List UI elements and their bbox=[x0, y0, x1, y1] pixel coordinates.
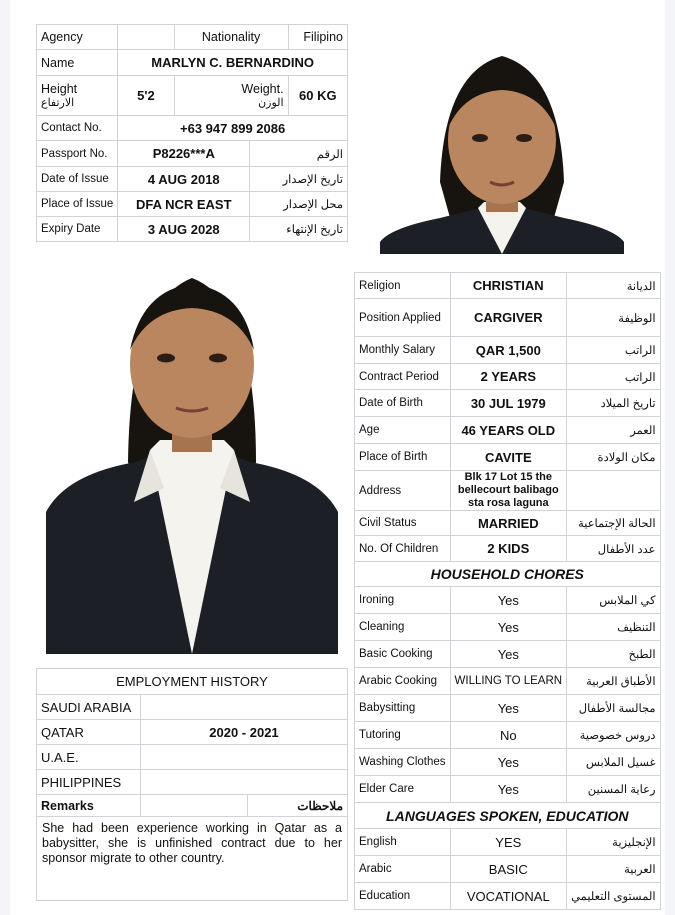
employment-years bbox=[140, 745, 347, 770]
detail-age-label: Age bbox=[355, 417, 451, 444]
chore-cleaning-row bbox=[355, 614, 661, 641]
weight-label-cell bbox=[174, 76, 288, 116]
detail-place-of-birth-row bbox=[355, 444, 661, 471]
language-education-row bbox=[355, 883, 661, 910]
detail-no-of-children-label: No. Of Children bbox=[355, 536, 451, 562]
detail-address-label: Address bbox=[355, 471, 451, 511]
chore-cleaning-value: Yes bbox=[450, 614, 567, 641]
issue-date-label: Date of Issue bbox=[37, 167, 118, 192]
expiry-label: Expiry Date bbox=[37, 217, 118, 242]
passport-label: Passport No. bbox=[37, 141, 118, 167]
chore-arabic-cooking-label-ar: الأطباق العربية bbox=[567, 668, 660, 695]
issue-place-label: Place of Issue bbox=[37, 192, 118, 217]
detail-no-of-children-row bbox=[355, 536, 661, 562]
employment-country: QATAR bbox=[37, 720, 141, 745]
detail-position-applied-label: Position Applied bbox=[355, 299, 451, 337]
employment-history-table bbox=[36, 668, 348, 901]
weight-value: 60 KG bbox=[288, 76, 347, 116]
chore-babysitting-label-ar: مجالسة الأطفال bbox=[567, 695, 660, 722]
detail-contract-period-row bbox=[355, 364, 661, 390]
employment-country: U.A.E. bbox=[37, 745, 141, 770]
employment-years bbox=[140, 770, 347, 795]
full-body-photo bbox=[46, 262, 338, 654]
chore-ironing-label: Ironing bbox=[355, 587, 451, 614]
chore-basic-cooking-label: Basic Cooking bbox=[355, 641, 451, 668]
detail-position-applied-label-ar: الوظيفة bbox=[567, 299, 660, 337]
chore-washing-clothes-value: Yes bbox=[450, 749, 567, 776]
chore-basic-cooking-row bbox=[355, 641, 661, 668]
height-label: Height bbox=[41, 81, 78, 96]
employment-rows bbox=[37, 695, 348, 795]
chore-cleaning-label: Cleaning bbox=[355, 614, 451, 641]
detail-no-of-children-value: 2 KIDS bbox=[450, 536, 567, 562]
chore-tutoring-value: No bbox=[450, 722, 567, 749]
detail-monthly-salary-value: QAR 1,500 bbox=[450, 337, 567, 364]
detail-monthly-salary-row bbox=[355, 337, 661, 364]
detail-no-of-children-label-ar: عدد الأطفال bbox=[567, 536, 660, 562]
issue-date-label-ar: تاريخ الإصدار bbox=[250, 167, 348, 192]
language-arabic-label-ar: العربية bbox=[567, 856, 660, 883]
chore-arabic-cooking-label: Arabic Cooking bbox=[355, 668, 451, 695]
detail-religion-row bbox=[355, 273, 661, 299]
issue-date-value: 4 AUG 2018 bbox=[118, 167, 250, 192]
expiry-value: 3 AUG 2028 bbox=[118, 217, 250, 242]
employment-years: 2020 - 2021 bbox=[140, 720, 347, 745]
employment-row bbox=[37, 720, 348, 745]
issue-place-value: DFA NCR EAST bbox=[118, 192, 250, 217]
nationality-label: Nationality bbox=[174, 25, 288, 50]
nationality-value: Filipino bbox=[288, 25, 347, 50]
languages-title: LANGUAGES SPOKEN, EDUCATION bbox=[355, 803, 661, 829]
passport-value: P8226***A bbox=[118, 141, 250, 167]
portrait-photo bbox=[380, 32, 624, 254]
employment-country: SAUDI ARABIA bbox=[37, 695, 141, 720]
chore-ironing-row bbox=[355, 587, 661, 614]
detail-religion-label-ar: الديانة bbox=[567, 273, 660, 299]
chore-cleaning-label-ar: التنظيف bbox=[567, 614, 660, 641]
chore-babysitting-value: Yes bbox=[450, 695, 567, 722]
remarks-spacer bbox=[140, 795, 247, 817]
detail-date-of-birth-value: 30 JUL 1979 bbox=[450, 390, 567, 417]
remarks-label-ar: ملاحظات bbox=[248, 795, 348, 817]
remarks-text: She had been experience working in Qatar as a babysitter, she is unfinished contract due to her sponsor migrate to other country. bbox=[37, 817, 348, 901]
weight-label: Weight. bbox=[241, 81, 284, 96]
chore-washing-clothes-row bbox=[355, 749, 661, 776]
detail-place-of-birth-label-ar: مكان الولادة bbox=[567, 444, 660, 471]
detail-civil-status-label-ar: الحالة الإجتماعية bbox=[567, 511, 660, 536]
detail-place-of-birth-label: Place of Birth bbox=[355, 444, 451, 471]
name-value: MARLYN C. BERNARDINO bbox=[118, 50, 348, 76]
language-arabic-label: Arabic bbox=[355, 856, 451, 883]
expiry-label-ar: تاريخ الإنتهاء bbox=[250, 217, 348, 242]
language-english-label: English bbox=[355, 829, 451, 856]
detail-address-row bbox=[355, 471, 661, 511]
details-body bbox=[355, 273, 661, 910]
details-table bbox=[354, 272, 661, 910]
detail-date-of-birth-row bbox=[355, 390, 661, 417]
chore-arabic-cooking-row bbox=[355, 668, 661, 695]
detail-contract-period-value: 2 YEARS bbox=[450, 364, 567, 390]
name-label: Name bbox=[37, 50, 118, 76]
employment-row bbox=[37, 695, 348, 720]
chore-washing-clothes-label-ar: غسيل الملابس bbox=[567, 749, 660, 776]
detail-age-value: 46 YEARS OLD bbox=[450, 417, 567, 444]
chore-babysitting-label: Babysitting bbox=[355, 695, 451, 722]
chore-tutoring-row bbox=[355, 722, 661, 749]
remarks-label: Remarks bbox=[37, 795, 141, 817]
detail-position-applied-value: CARGIVER bbox=[450, 299, 567, 337]
detail-age-label-ar: العمر bbox=[567, 417, 660, 444]
chore-elder-care-value: Yes bbox=[450, 776, 567, 803]
language-education-label-ar: المستوى التعليمي bbox=[567, 883, 660, 910]
detail-place-of-birth-value: CAVITE bbox=[450, 444, 567, 471]
language-english-value: YES bbox=[450, 829, 567, 856]
language-arabic-row bbox=[355, 856, 661, 883]
height-value: 5'2 bbox=[118, 76, 174, 116]
chore-babysitting-row bbox=[355, 695, 661, 722]
employment-title: EMPLOYMENT HISTORY bbox=[37, 669, 348, 695]
chores-title: HOUSEHOLD CHORES bbox=[355, 562, 661, 587]
agency-label: Agency bbox=[37, 25, 118, 50]
language-english-row bbox=[355, 829, 661, 856]
chore-tutoring-label-ar: دروس خصوصية bbox=[567, 722, 660, 749]
employment-row bbox=[37, 770, 348, 795]
chore-tutoring-label: Tutoring bbox=[355, 722, 451, 749]
detail-contract-period-label-ar: الراتب bbox=[567, 364, 660, 390]
detail-age-row bbox=[355, 417, 661, 444]
height-label-cell bbox=[37, 76, 118, 116]
chore-elder-care-row bbox=[355, 776, 661, 803]
passport-label-ar: الرقم bbox=[250, 141, 348, 167]
issue-place-label-ar: محل الإصدار bbox=[250, 192, 348, 217]
chore-basic-cooking-value: Yes bbox=[450, 641, 567, 668]
chore-arabic-cooking-value: WILLING TO LEARN bbox=[450, 668, 567, 695]
detail-civil-status-row bbox=[355, 511, 661, 536]
language-education-value: VOCATIONAL bbox=[450, 883, 567, 910]
detail-date-of-birth-label: Date of Birth bbox=[355, 390, 451, 417]
detail-civil-status-value: MARRIED bbox=[450, 511, 567, 536]
language-arabic-value: BASIC bbox=[450, 856, 567, 883]
detail-civil-status-label: Civil Status bbox=[355, 511, 451, 536]
personal-info-table bbox=[36, 24, 348, 242]
chore-basic-cooking-label-ar: الطبخ bbox=[567, 641, 660, 668]
detail-date-of-birth-label-ar: تاريخ الميلاد bbox=[567, 390, 660, 417]
detail-religion-value: CHRISTIAN bbox=[450, 273, 567, 299]
chore-elder-care-label-ar: رعاية المسنين bbox=[567, 776, 660, 803]
detail-address-label-ar bbox=[567, 471, 660, 511]
height-label-ar: الارتفاع bbox=[41, 96, 75, 109]
contact-label: Contact No. bbox=[37, 116, 118, 141]
detail-contract-period-label: Contract Period bbox=[355, 364, 451, 390]
chore-ironing-value: Yes bbox=[450, 587, 567, 614]
detail-address-value: Blk 17 Lot 15 the bellecourt balibago sta rosa laguna bbox=[450, 471, 567, 511]
language-education-label: Education bbox=[355, 883, 451, 910]
chore-elder-care-label: Elder Care bbox=[355, 776, 451, 803]
employment-years bbox=[140, 695, 347, 720]
weight-label-ar: الوزن bbox=[258, 96, 284, 109]
employment-country: PHILIPPINES bbox=[37, 770, 141, 795]
chore-ironing-label-ar: كي الملابس bbox=[567, 587, 660, 614]
contact-value: +63 947 899 2086 bbox=[118, 116, 348, 141]
chore-washing-clothes-label: Washing Clothes bbox=[355, 749, 451, 776]
detail-religion-label: Religion bbox=[355, 273, 451, 299]
employment-row bbox=[37, 745, 348, 770]
agency-value bbox=[118, 25, 174, 50]
detail-monthly-salary-label: Monthly Salary bbox=[355, 337, 451, 364]
detail-monthly-salary-label-ar: الراتب bbox=[567, 337, 660, 364]
language-english-label-ar: الإنجليزية bbox=[567, 829, 660, 856]
detail-position-applied-row bbox=[355, 299, 661, 337]
